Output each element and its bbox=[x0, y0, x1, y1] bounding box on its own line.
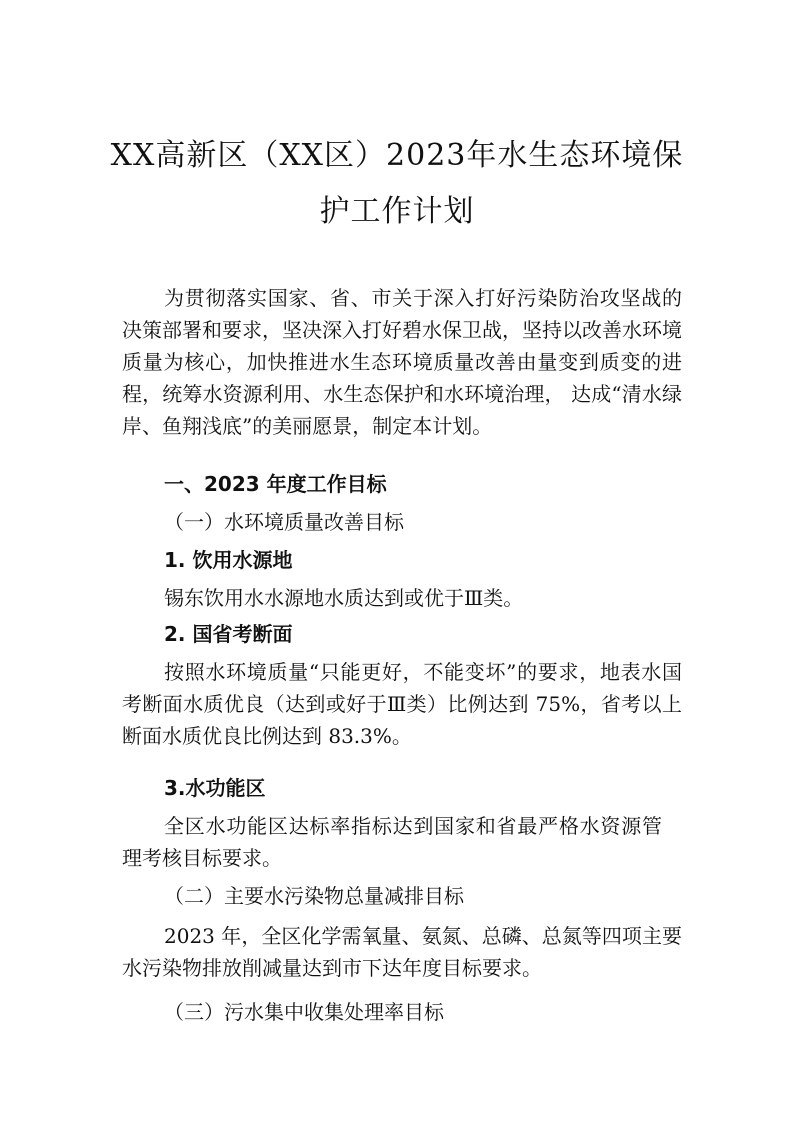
item-heading-1: 1. 饮用水源地 bbox=[164, 548, 293, 572]
document-title-line-1: XX高新区（XX区）2023年水生态环境保 bbox=[110, 138, 684, 173]
item-heading-2: 2. 国省考断面 bbox=[164, 622, 293, 646]
intro-paragraph: 为贯彻落实国家、省、市关于深入打好污染防治攻坚战的决策部署和要求，坚决深入打好碧水保卫战，坚持以改善水环境质量为核心，加快推进水生态环境质量改善由量变到质变的进程，统筹水资源利用、水生态保护和水环境治理， 达成“清水绿岸、鱼翔浅底”的美丽愿景，制定本计划。 bbox=[122, 286, 682, 438]
document-title-line-2: 护工作计划 bbox=[319, 194, 475, 229]
subsection-text-2: 2023 年，全区化学需氧量、氨氮、总磷、总氮等四项主要水污染物排放削减量达到市下达年度目标要求。 bbox=[122, 924, 682, 980]
item-text-1: 锡东饮用水水源地水质达到或优于Ⅲ类。 bbox=[164, 586, 524, 610]
item-heading-3: 3.水功能区 bbox=[164, 776, 266, 800]
item-text-2: 按照水环境质量“只能更好，不能变坏”的要求，地表水国考断面水质优良（达到或好于Ⅲ类）比例达到 75%，省考以上断面水质优良比例达到 83.3%。 bbox=[122, 660, 682, 748]
subsection-heading-3: （三）污水集中收集处理率目标 bbox=[164, 1000, 444, 1024]
subsection-heading-2: （二）主要水污染物总量减排目标 bbox=[164, 884, 464, 908]
subsection-heading-1: （一）水环境质量改善目标 bbox=[164, 510, 404, 534]
item-text-3: 全区水功能区达标率指标达到国家和省最严格水资源管理考核目标要求。 bbox=[122, 814, 662, 870]
section-heading-1: 一、2023 年度工作目标 bbox=[164, 472, 387, 496]
